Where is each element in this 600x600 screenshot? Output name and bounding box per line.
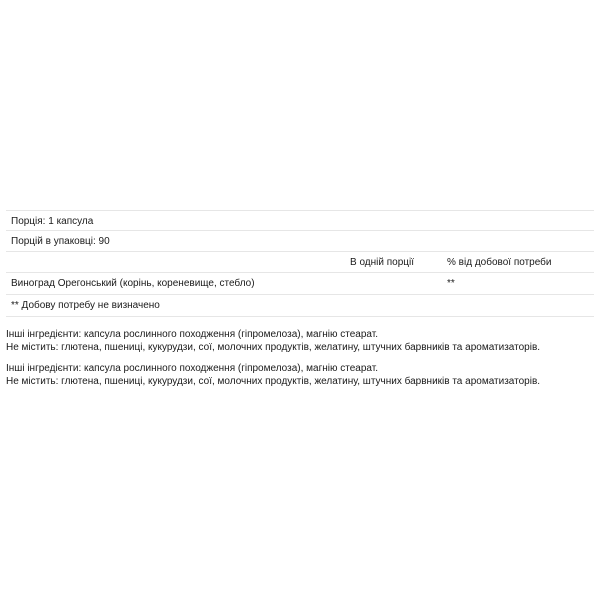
serving-size-row bbox=[6, 210, 594, 231]
ingredients-note-block bbox=[6, 328, 594, 354]
free-from-text: Не містить: глютена, пшениці, кукурудзи, сої, молочних продуктів, желатину, штучних барвників та ароматизаторів. bbox=[6, 376, 541, 387]
ingredient-daily-value: ** bbox=[447, 278, 455, 289]
ingredients-note-block bbox=[6, 362, 594, 388]
serving-size: Порція: 1 капсула bbox=[11, 216, 94, 227]
servings-per-container: Порцій в упаковці: 90 bbox=[11, 236, 110, 247]
ingredient-name: Виноград Орегонський (корінь, кореневище, стебло) bbox=[11, 278, 255, 289]
per-serving-header: В одній порції bbox=[350, 257, 414, 268]
servings-per-container-row bbox=[6, 231, 594, 252]
supplement-facts-table bbox=[6, 210, 594, 317]
free-from-text: Не містить: глютена, пшениці, кукурудзи, сої, молочних продуктів, желатину, штучних барвників та ароматизаторів. bbox=[6, 342, 541, 353]
daily-value-header: % від добової потреби bbox=[447, 257, 552, 268]
other-ingredients-text: Інші інгредієнти: капсула рослинного походження (гіпромелоза), магнію стеарат. bbox=[6, 363, 379, 374]
ingredient-row bbox=[6, 273, 594, 295]
table-header-row bbox=[6, 252, 594, 273]
daily-value-footnote: ** Добову потребу не визначено bbox=[11, 300, 160, 311]
other-ingredients-text: Інші інгредієнти: капсула рослинного походження (гіпромелоза), магнію стеарат. bbox=[6, 329, 379, 340]
footnote-row bbox=[6, 295, 594, 317]
